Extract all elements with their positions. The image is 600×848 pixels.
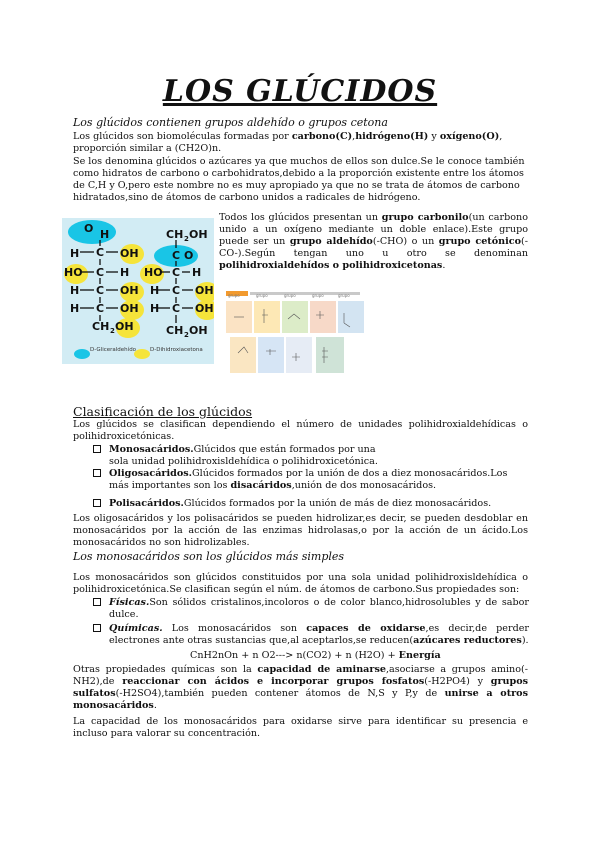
functional-groups-table [226, 293, 364, 375]
paragraph-otras-propiedades: Otras propiedades químicas son la capacidad de aminarse,asociarse a grupos amino(-NH2),de reaccionar con ácidos e incorporar grupos fosfatos(-H2PO4) y grupos sulfatos(-H2SO4),también pueden contener átomos de N,S y P,y de unirse a otros monosacáridos. [73, 664, 528, 712]
svg-text:CH: CH [92, 320, 110, 333]
svg-text:OH: OH [120, 247, 139, 260]
functional-groups-header [226, 282, 362, 288]
svg-text:H: H [120, 266, 130, 279]
svg-text:H: H [150, 284, 160, 297]
svg-text:C: C [96, 266, 105, 279]
checkbox-icon [93, 624, 101, 632]
paragraph-azucares: Se los denomina glúcidos o azúcares ya que muchos de ellos son dulce.Se le conoce también como hidratos de carbono o carbohidratos,debido a la proporción existente entre los átomos de C,H y O,pero este nombre no es muy apropiado ya que no se trata de átomos de carbono hidratados,sino de átomos de carbono unidos a radicales de hidrógeno. [73, 156, 525, 204]
svg-text:CH: CH [166, 324, 184, 337]
svg-text:OH: OH [195, 302, 214, 315]
section-clasificacion-heading: Clasificación de los glúcidos [73, 404, 253, 419]
checkbox-icon [93, 499, 101, 507]
svg-text:C: C [172, 266, 181, 279]
svg-text:grupo: grupo [338, 293, 350, 298]
functional-groups-svg [226, 293, 364, 375]
svg-text:OH: OH [195, 284, 214, 297]
svg-text:HO: HO [144, 266, 163, 279]
bullet-polisacaridos: Polisacáridos.Glúcidos formados por la unión de más de diez monosacáridos. [109, 498, 529, 510]
svg-text:H: H [70, 302, 80, 315]
svg-text:C: C [172, 302, 181, 315]
page-title: LOS GLÚCIDOS [162, 74, 438, 109]
svg-text:OH: OH [189, 324, 208, 337]
left-caption: D-Gliceraldehído [90, 347, 137, 353]
svg-text:O: O [84, 222, 94, 235]
checkbox-icon [93, 445, 101, 453]
paragraph-clasificacion: Los glúcidos se clasifican dependiendo el número de unidades polihidroxialdehídicas o polihidroxicetónicas. [73, 419, 528, 443]
subtitle-monosacaridos: Los monosacáridos son los glúcidos más simples [73, 550, 345, 563]
svg-text:2: 2 [184, 331, 189, 339]
bullet-quimicas: Químicas. Los monosacáridos son capaces de oxidarse,es decir,de perder electrones ante otras sustancias que,al aceptarlos,se reducen(azúcares reductores). [109, 623, 529, 647]
paragraph-grupo-carbonilo: Todos los glúcidos presentan un grupo carbonilo(un carbono unido a un oxígeno mediante un doble enlace).Este grupo puede ser un grupo aldehído(-CHO) o un grupo cetónico(-CO-).Según tengan uno u otro se denominan polihidroxialdehídos o polihidroxicetonas. [219, 212, 528, 272]
svg-text:C: C [172, 249, 181, 262]
svg-text:OH: OH [189, 228, 208, 241]
paragraph-definition: Los glúcidos son biomoléculas formadas por carbono(C),hidrógeno(H) y oxígeno(O), proporción similar a (CH2O)n. [73, 131, 503, 155]
svg-text:C: C [96, 284, 105, 297]
svg-text:grupo: grupo [312, 293, 324, 298]
svg-text:2: 2 [184, 235, 189, 243]
svg-text:grupo: grupo [256, 293, 268, 298]
oxidation-equation: CnH2nOn + n O2---> n(CO2) + n (H2O) + Energía [190, 650, 441, 661]
subtitle-aldehido-cetona: Los glúcidos contienen grupos aldehído o grupos cetona [73, 116, 388, 129]
bullet-oligosacaridos: Oligosacáridos.Glúcidos formados por la unión de dos a diez monosacáridos.Los más importantes son los disacáridos,unión de dos monosacáridos. [109, 468, 529, 492]
svg-text:C: C [172, 284, 181, 297]
svg-text:grupo: grupo [284, 293, 296, 298]
paragraph-monosacaridos: Los monosacáridos son glúcidos constituidos por una sola unidad polihidroxisldehídica o polihidroxicetónica.Se clasifican según el núm. de átomos de carbono.Sus propiedades son: [73, 572, 528, 596]
svg-text:grupo: grupo [228, 293, 240, 298]
svg-text:HO: HO [64, 266, 83, 279]
bullet-monosacaridos: Monosacáridos.Glúcidos que están formados por una sola unidad polihidroxisldehídica o polihidroxicetónica. [109, 444, 389, 468]
svg-text:OH: OH [120, 284, 139, 297]
svg-text:H: H [70, 284, 80, 297]
svg-text:OH: OH [120, 302, 139, 315]
svg-text:2: 2 [110, 327, 115, 335]
bullet-fisicas: Físicas.Son sólidos cristalinos,incoloros o de color blanco,hidrosolubles y de sabor dulce. [109, 597, 529, 621]
svg-text:H: H [70, 247, 80, 260]
svg-text:H: H [150, 302, 160, 315]
svg-text:H: H [100, 228, 110, 241]
paragraph-hidrolisis: Los oligosacáridos y los polisacáridos se pueden hidrolizar,es decir, se pueden desdoblar en monosacáridos por la acción de las enzimas hidrolasas,o por la acción de un ácido.Los monosacáridos no son hidrolizables. [73, 513, 528, 549]
svg-text:O: O [184, 249, 194, 262]
svg-text:C: C [96, 302, 105, 315]
checkbox-icon [93, 598, 101, 606]
right-caption: D-Dihidroxiacetona [150, 347, 203, 353]
svg-text:H: H [192, 266, 202, 279]
molecule-diagram [62, 218, 214, 364]
svg-text:C: C [96, 246, 105, 259]
checkbox-icon [93, 469, 101, 477]
paragraph-capacidad-oxidarse: La capacidad de los monosacáridos para oxidarse sirve para identificar su presencia e incluso para valorar su concentración. [73, 716, 528, 740]
svg-text:OH: OH [115, 320, 134, 333]
svg-text:CH: CH [166, 228, 184, 241]
carbohydrate-structure-figure [62, 218, 214, 364]
